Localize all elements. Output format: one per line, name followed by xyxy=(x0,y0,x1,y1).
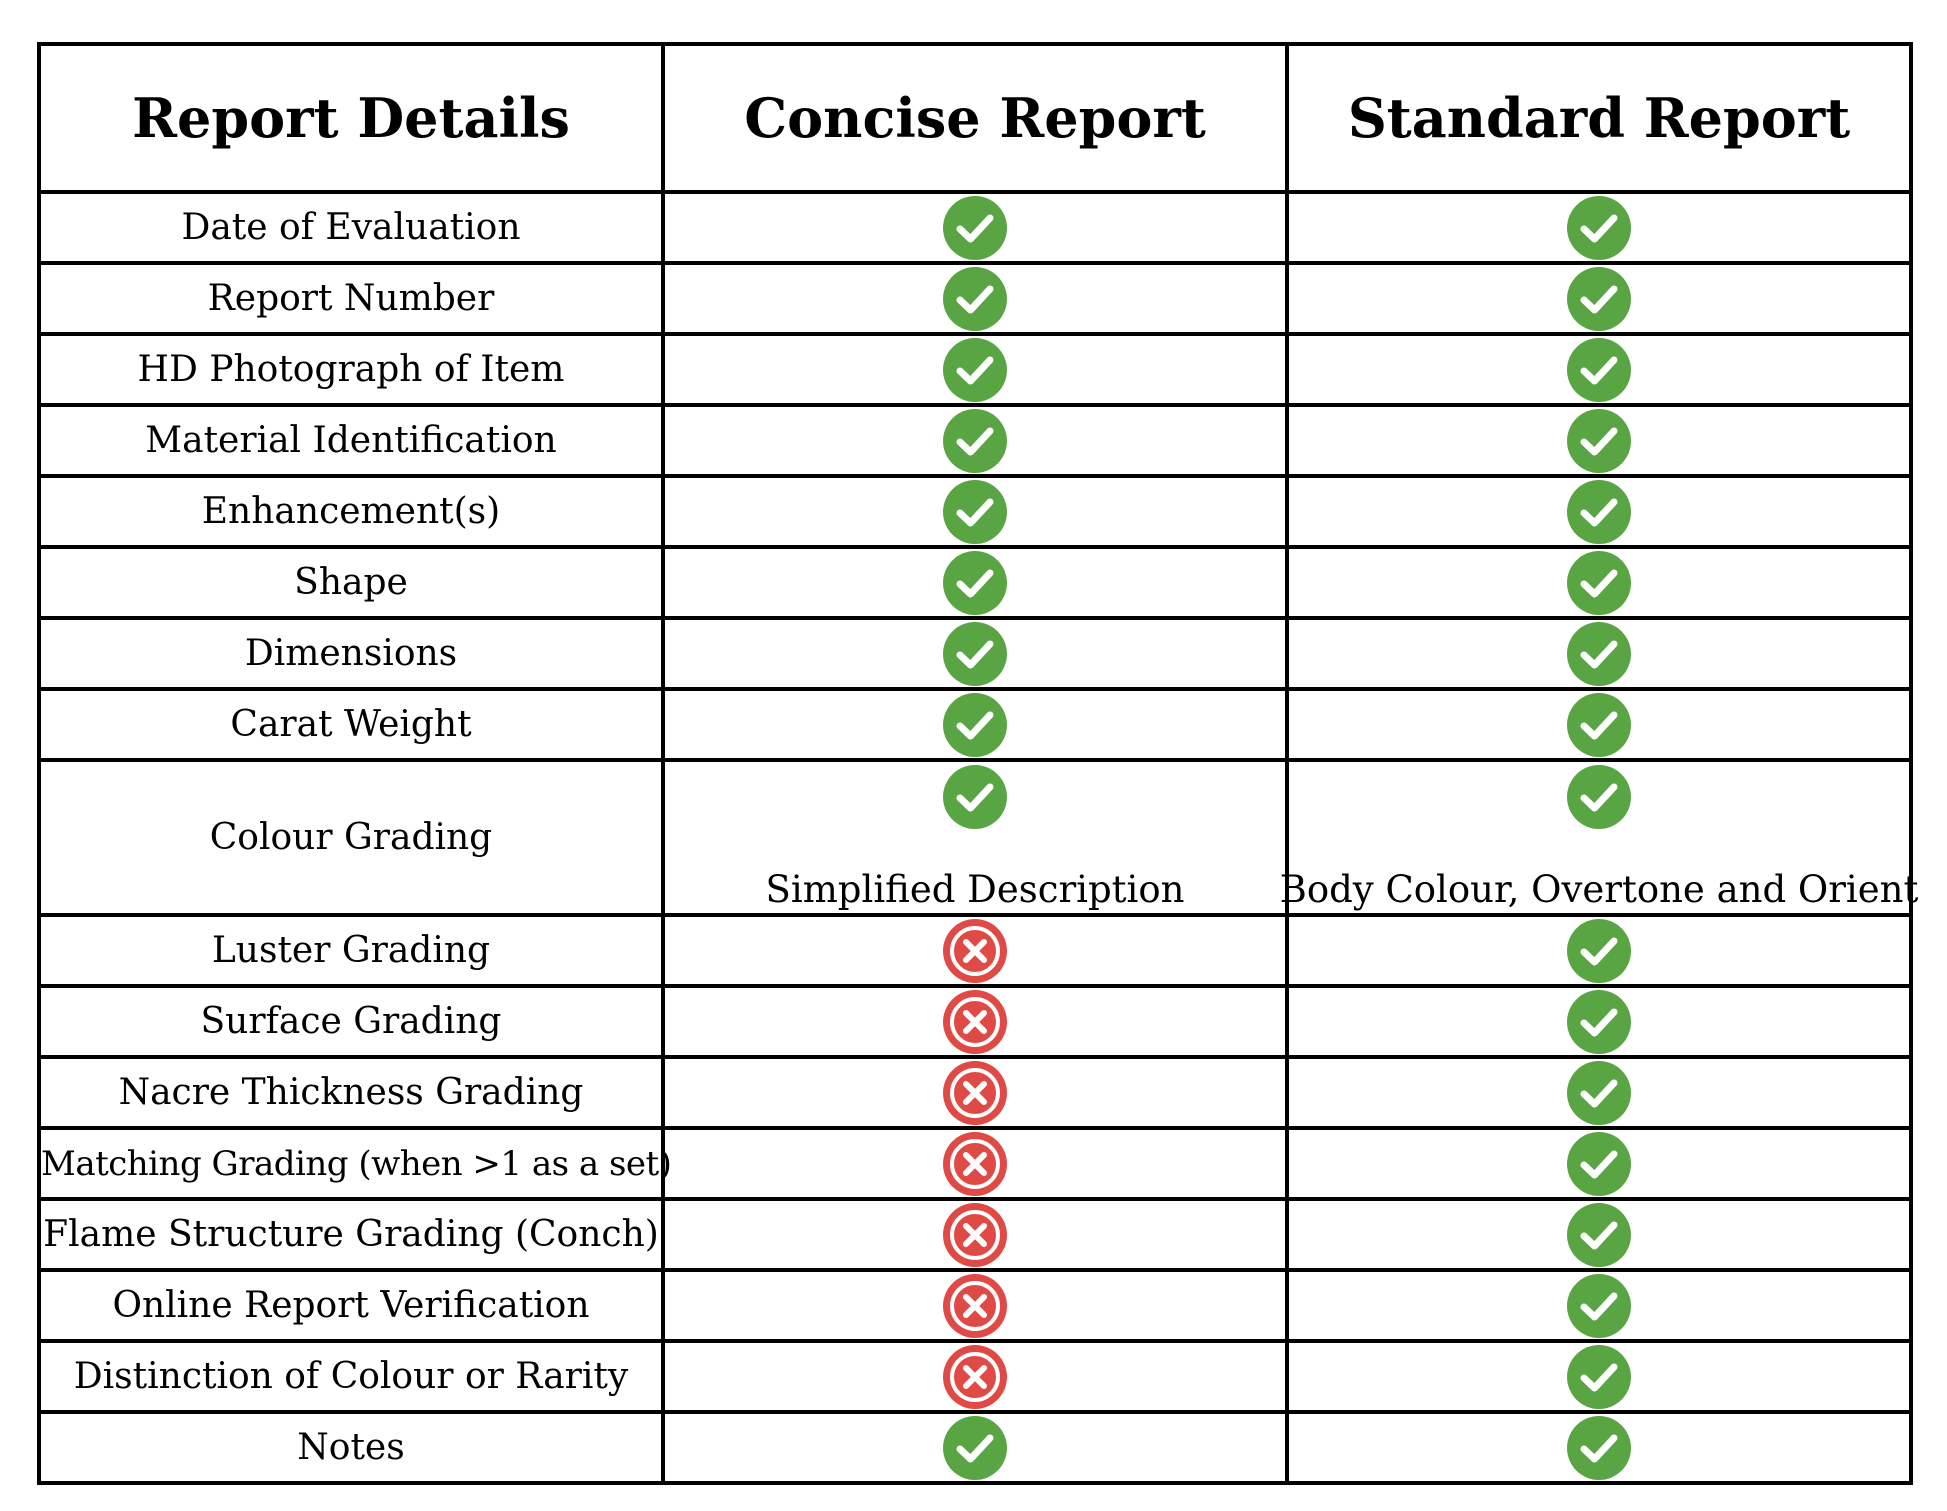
check-icon xyxy=(1566,1273,1632,1339)
cross-icon xyxy=(942,1202,1008,1268)
table-row xyxy=(39,547,1911,618)
check-icon xyxy=(1566,764,1632,830)
check-icon xyxy=(942,408,1008,474)
cross-icon xyxy=(942,1060,1008,1126)
table-row xyxy=(39,915,1911,986)
cross-icon xyxy=(942,1344,1008,1410)
row-label: Colour Grading xyxy=(39,760,663,915)
check-icon xyxy=(1566,550,1632,616)
standard-cell xyxy=(1287,915,1911,986)
standard-note: Body Colour, Overtone and Orient xyxy=(1279,868,1919,911)
check-icon xyxy=(942,621,1008,687)
check-icon xyxy=(1566,692,1632,758)
standard-cell xyxy=(1287,334,1911,405)
row-label: Date of Evaluation xyxy=(39,192,663,263)
table-row xyxy=(39,192,1911,263)
header-row xyxy=(39,44,1911,192)
concise-cell xyxy=(663,476,1287,547)
standard-cell xyxy=(1287,1270,1911,1341)
header-standard-report: Standard Report xyxy=(1287,44,1911,192)
check-icon xyxy=(1566,266,1632,332)
concise-cell xyxy=(663,986,1287,1057)
check-icon xyxy=(942,266,1008,332)
check-icon xyxy=(1566,1344,1632,1410)
table-row xyxy=(39,1057,1911,1128)
table-row xyxy=(39,760,1911,915)
check-icon xyxy=(942,337,1008,403)
concise-cell xyxy=(663,405,1287,476)
standard-cell xyxy=(1287,1412,1911,1483)
check-icon xyxy=(1566,1415,1632,1481)
table-row xyxy=(39,1128,1911,1199)
row-label: Shape xyxy=(39,547,663,618)
concise-cell xyxy=(663,192,1287,263)
check-icon xyxy=(1566,408,1632,474)
standard-cell xyxy=(1287,263,1911,334)
row-label: Dimensions xyxy=(39,618,663,689)
check-icon xyxy=(1566,621,1632,687)
check-icon xyxy=(1566,918,1632,984)
table-row xyxy=(39,263,1911,334)
concise-cell xyxy=(663,1199,1287,1270)
row-label: Carat Weight xyxy=(39,689,663,760)
row-label: Surface Grading xyxy=(39,986,663,1057)
standard-cell xyxy=(1287,689,1911,760)
table-row xyxy=(39,1270,1911,1341)
standard-cell xyxy=(1287,192,1911,263)
header-concise-report: Concise Report xyxy=(663,44,1287,192)
concise-cell xyxy=(663,760,1287,915)
table-row xyxy=(39,618,1911,689)
table-row xyxy=(39,1199,1911,1270)
table-row xyxy=(39,476,1911,547)
report-comparison-table xyxy=(37,42,1919,1485)
concise-cell xyxy=(663,689,1287,760)
concise-cell xyxy=(663,1128,1287,1199)
table-row xyxy=(39,405,1911,476)
cross-icon xyxy=(942,1273,1008,1339)
check-icon xyxy=(942,1415,1008,1481)
concise-note: Simplified Description xyxy=(765,868,1185,911)
check-icon xyxy=(1566,1202,1632,1268)
standard-cell xyxy=(1287,618,1911,689)
standard-cell xyxy=(1287,1057,1911,1128)
row-label: Online Report Verification xyxy=(39,1270,663,1341)
check-icon xyxy=(942,195,1008,261)
table-row xyxy=(39,689,1911,760)
row-label: HD Photograph of Item xyxy=(39,334,663,405)
row-label: Nacre Thickness Grading xyxy=(39,1057,663,1128)
check-icon xyxy=(942,692,1008,758)
check-icon xyxy=(1566,1060,1632,1126)
concise-cell xyxy=(663,915,1287,986)
concise-cell xyxy=(663,263,1287,334)
check-icon xyxy=(1566,479,1632,545)
check-icon xyxy=(942,764,1008,830)
cross-icon xyxy=(942,918,1008,984)
table-row xyxy=(39,1341,1911,1412)
standard-cell xyxy=(1287,547,1911,618)
concise-cell xyxy=(663,618,1287,689)
table-row xyxy=(39,1412,1911,1483)
concise-cell xyxy=(663,1341,1287,1412)
check-icon xyxy=(1566,989,1632,1055)
cross-icon xyxy=(942,989,1008,1055)
check-icon xyxy=(942,550,1008,616)
row-label: Material Identification xyxy=(39,405,663,476)
standard-cell xyxy=(1287,1199,1911,1270)
header-report-details: Report Details xyxy=(39,44,663,192)
table-row xyxy=(39,334,1911,405)
standard-cell xyxy=(1287,476,1911,547)
check-icon xyxy=(1566,1131,1632,1197)
row-label: Distinction of Colour or Rarity xyxy=(39,1341,663,1412)
concise-cell xyxy=(663,547,1287,618)
table-row xyxy=(39,986,1911,1057)
row-label: Notes xyxy=(39,1412,663,1483)
standard-cell xyxy=(1287,405,1911,476)
concise-cell xyxy=(663,1412,1287,1483)
standard-cell xyxy=(1287,986,1911,1057)
row-label: Enhancement(s) xyxy=(39,476,663,547)
row-label: Luster Grading xyxy=(39,915,663,986)
concise-cell xyxy=(663,1057,1287,1128)
row-label: Flame Structure Grading (Conch) xyxy=(39,1199,663,1270)
row-label: Matching Grading (when >1 as a set) xyxy=(39,1128,663,1199)
concise-cell xyxy=(663,1270,1287,1341)
check-icon xyxy=(1566,337,1632,403)
check-icon xyxy=(1566,195,1632,261)
concise-cell xyxy=(663,334,1287,405)
cross-icon xyxy=(942,1131,1008,1197)
check-icon xyxy=(942,479,1008,545)
row-label: Report Number xyxy=(39,263,663,334)
standard-cell xyxy=(1287,1341,1911,1412)
standard-cell xyxy=(1287,1128,1911,1199)
standard-cell xyxy=(1279,760,1919,915)
